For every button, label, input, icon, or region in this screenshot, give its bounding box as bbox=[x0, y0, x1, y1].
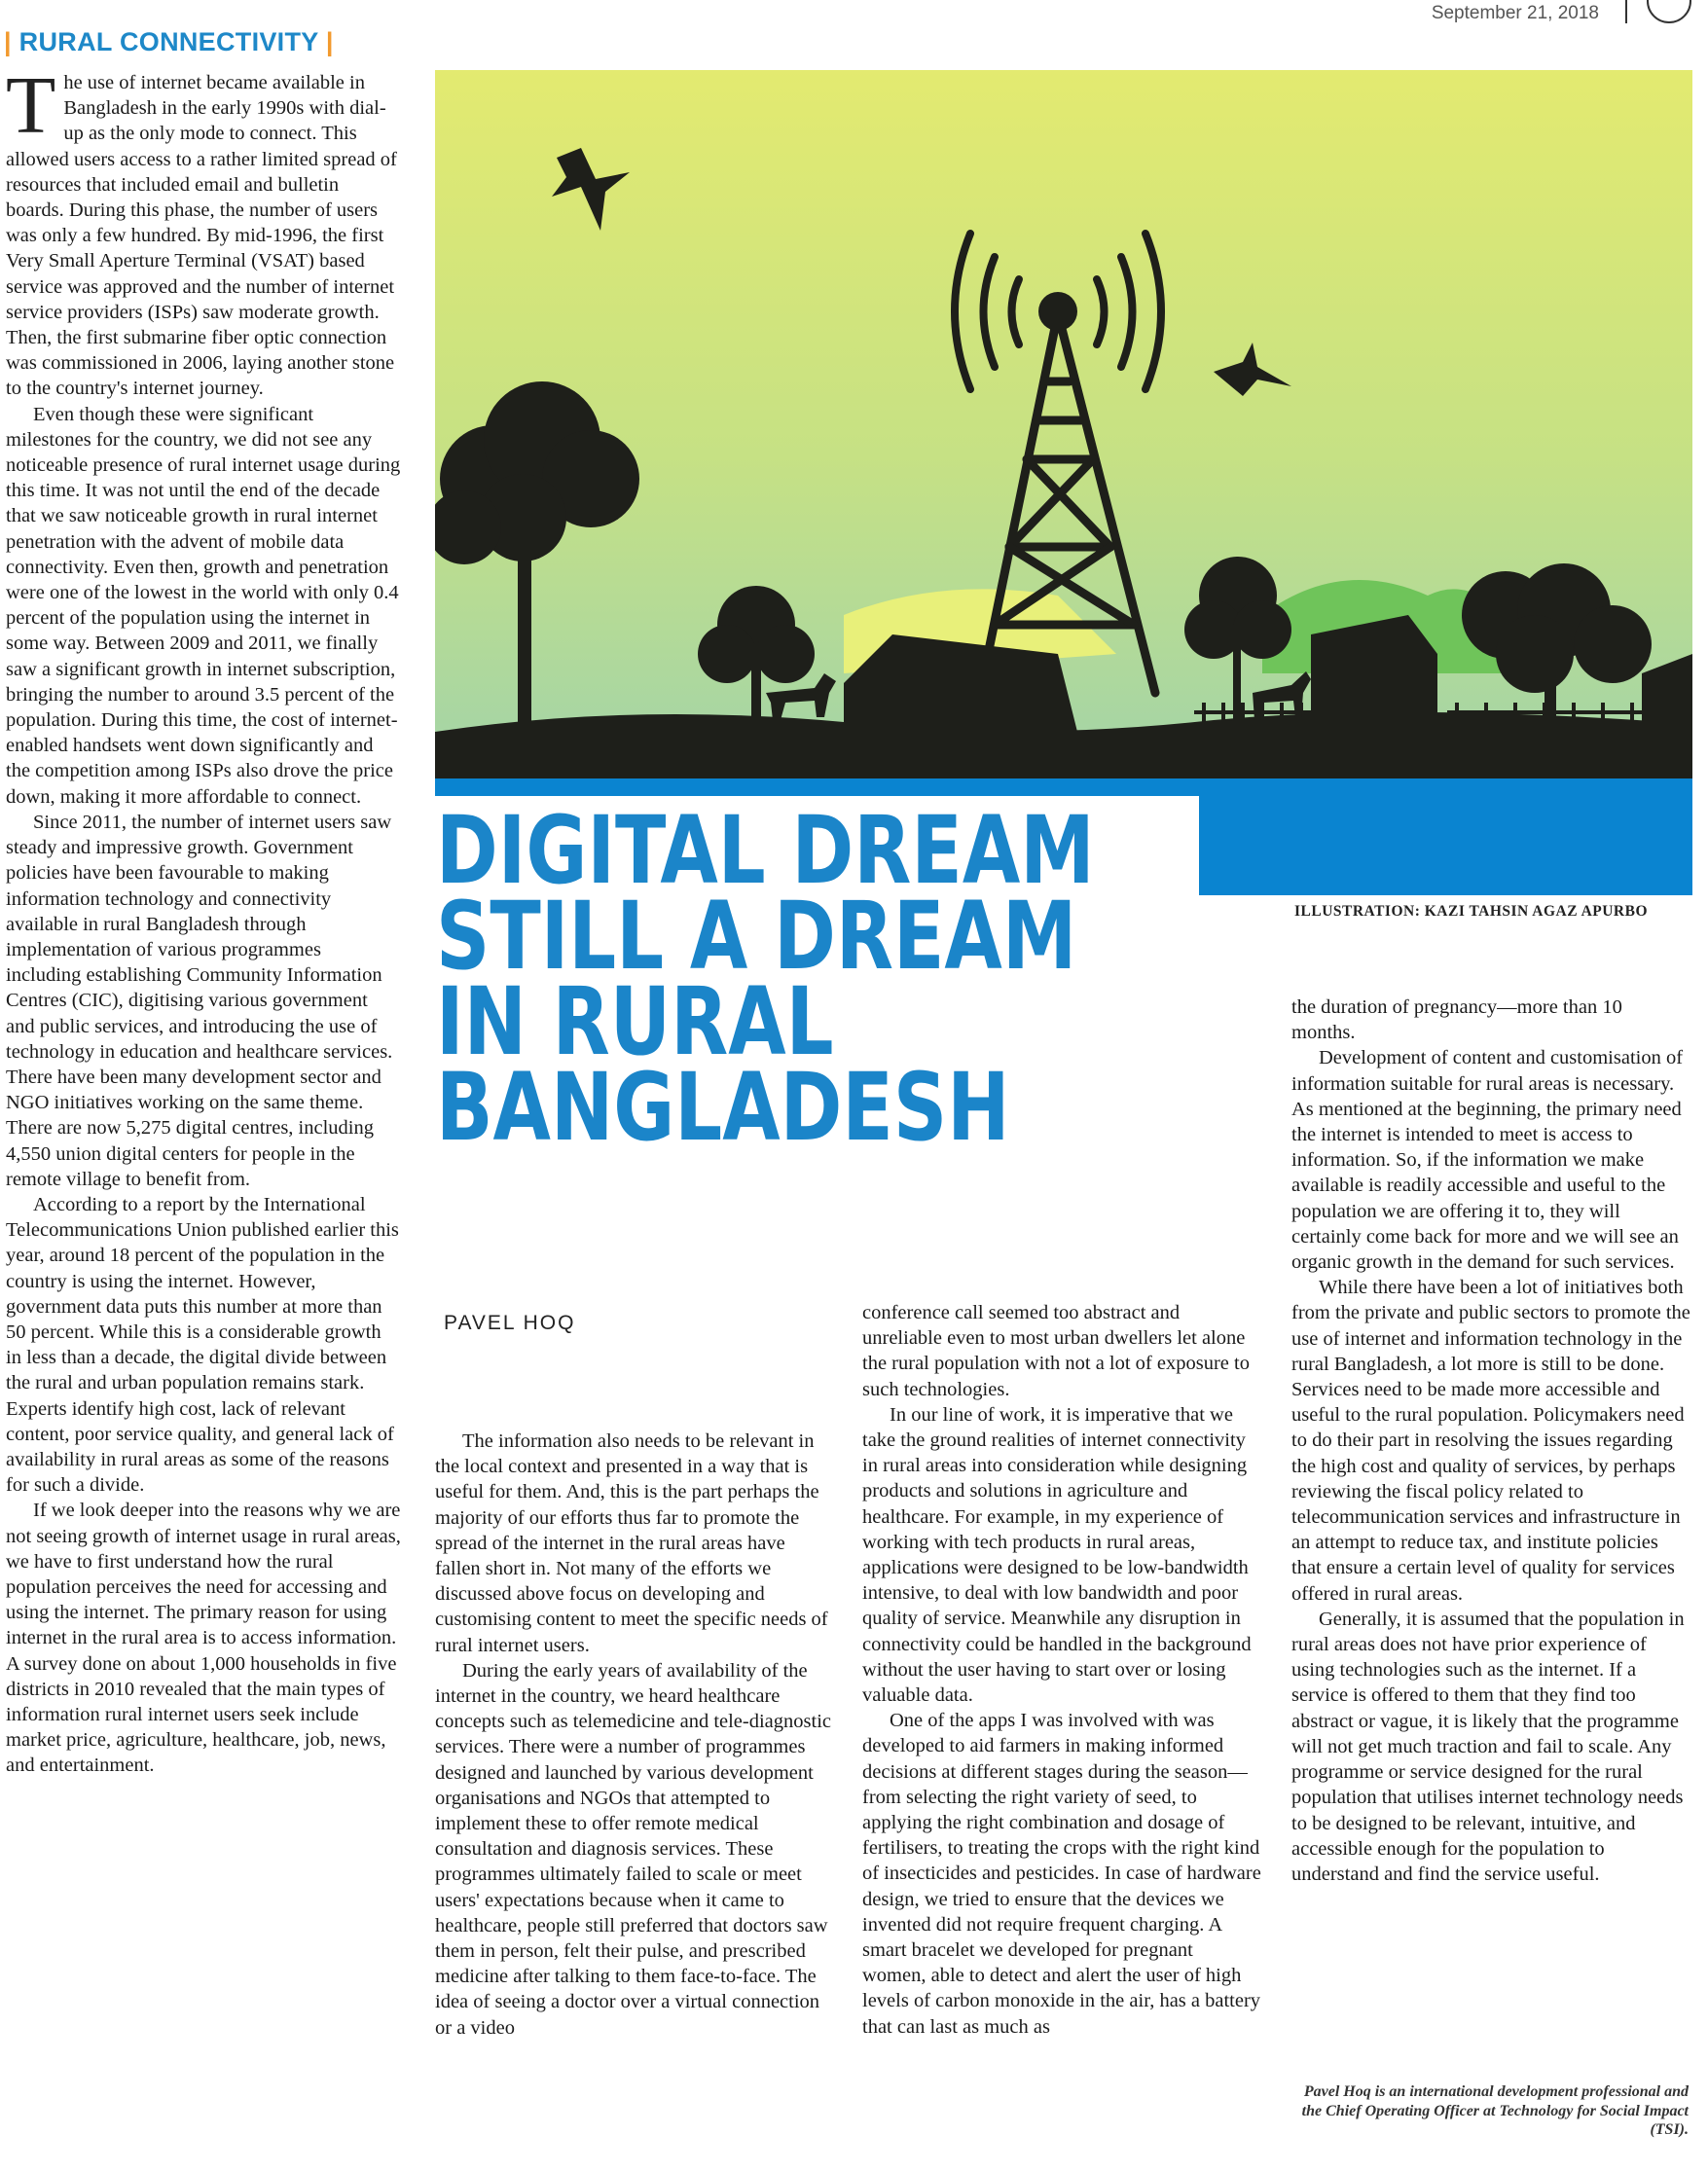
paragraph: According to a report by the International Telecommunications Union published earlier this year, around 18 percent of the population in the country is using the internet. However, government data puts this number at more than 50 percent. While this is a considerable growth in less than a decade, the digital divide between the rural and urban population remains stark. Experts identify high cost, lack of relevant content, poor service quality, and general lack of availability in rural areas as some of the reasons for such a divide. bbox=[6, 1193, 399, 1497]
illustration-rural-tower bbox=[435, 70, 1692, 905]
paragraph: Since 2011, the number of internet users saw steady and impressive growth. Government policies have been favourable to making information technology and connectivity available in rural Bangladesh through implementation of various programmes including establishing Community Information Centres (CIC), digitising various government and public services, and introducing the use of technology in education and healthcare services. There have been many development sector and NGO initiatives working on the same theme. There are now 5,275 digital centres, including 4,550 union digital centers for people in the remote village to benefit from. bbox=[6, 811, 393, 1190]
article-column-4 bbox=[1291, 995, 1690, 1887]
paragraph: Generally, it is assumed that the population in rural areas does not have prior experience of using technologies such as the internet. If a service is offered to them that they find too abstract or vague, it is likely that the programme will not get much traction and fail to scale. Any programme or service designed for the rural population that utilises internet technology needs to be designed to be relevant, intuitive, and accessible enough for the population to understand and find the service useful. bbox=[1291, 1608, 1685, 1885]
tower-antenna bbox=[1038, 292, 1077, 331]
paragraph: In our line of work, it is imperative that we take the ground realities of internet connectivity in rural areas into consideration while designing products and solutions in agriculture and healthcare. For example, in my experience of working with tech products in rural areas, applications were designed to be low-bandwidth intensive, to deal with low bandwidth and poor quality of service. Meanwhile any disruption in connectivity could be handled in the background without the user having to start over or losing valuable data. bbox=[862, 1403, 1252, 1707]
paragraph: The information also needs to be relevant in the local context and presented in a way that is useful for them. And, this is the part perhaps the majority of our efforts thus far to promote the spread of the internet in the rural areas have fallen short in. Not many of the efforts we discussed above focus on developing and customising content to meet the specific needs of rural internet users. bbox=[435, 1430, 828, 1656]
paragraph: conference call seemed too abstract and unreliable even to most urban dwellers let alone the rural population with not a lot of exposure to such technologies. bbox=[862, 1302, 1250, 1400]
section-tag-bar-left: | bbox=[4, 27, 12, 56]
page-number-circle bbox=[1647, 0, 1691, 23]
section-tag-bar-right: | bbox=[325, 27, 334, 56]
paragraph: The use of internet became available in Bangladesh in the early 1990s with dial-up as the only mode to connect. This allowed users access to a rather limited spread of resources that included email and bulletin boards. During this phase, the number of users was only a few hundred. By mid-1996, the first Very Small Aperture Terminal (VSAT) based service was approved and the number of internet service providers (ISPs) saw moderate growth. Then, the first submarine fiber optic connection was commissioned in 2006, laying another stone to the country's internet journey. bbox=[6, 60, 397, 400]
author-bio: Pavel Hoq is an international development professional and the Chief Operating Officer at Technology for Social Impact (TSI). bbox=[1301, 2083, 1689, 2138]
headline-line-4: BANGLADESH bbox=[436, 1053, 1010, 1162]
header-divider bbox=[1625, 0, 1627, 23]
publication-date: September 21, 2018 bbox=[1431, 3, 1599, 23]
headline-line-2: STILL A DREAM bbox=[436, 882, 1077, 991]
paragraph: the duration of pregnancy—more than 10 months. bbox=[1291, 996, 1622, 1044]
headline-line-3: IN RURAL bbox=[436, 967, 834, 1076]
drop-cap: T bbox=[6, 60, 56, 151]
article-column-2 bbox=[435, 1429, 832, 2041]
paragraph: During the early years of availability of the internet in the country, we heard healthcare concepts such as telemedicine and tele-diagnostic services. There were a number of programmes designed and launched by various development organisations and NGOs that attempted to implement these to offer remote medical consultation and diagnosis services. These programmes ultimately failed to scale or meet users' expectations because when it came to healthcare, people still preferred that doctors saw them in person, felt their pulse, and prescribed medicine after talking to them face-to-face. The idea of seeing a doctor over a virtual connection or a video bbox=[435, 1659, 831, 2039]
illustration-credit: ILLUSTRATION: KAZI TAHSIN AGAZ APURBO bbox=[1294, 903, 1649, 920]
paragraph: Even though these were significant milestones for the country, we did not see any noticeable presence of rural internet usage during this time. It was not until the end of the decade that we saw noticeable growth in rural internet penetration with the advent of mobile data connectivity. Even then, growth and penetration were one of the lowest in the world with only 0.4 percent of the population using the internet in some way. Between 2009 and 2011, we finally saw a significant growth in internet subscription, bringing the number to around 3.5 percent of the population. During this time, the cost of internet-enabled handsets went down significantly and the competition among ISPs also drove the price down, making it more affordable to connect. bbox=[6, 403, 401, 808]
paragraph: Development of content and customisation of information suitable for rural areas is necessary. As mentioned at the beginning, the primary need the internet is intended to meet is access to information. So, if the information we make available is readily accessible and useful to the population we are offering it to, they will certainly come back for more and we will see an organic growth in the demand for such services. bbox=[1291, 1047, 1684, 1274]
article-column-1 bbox=[6, 60, 401, 1779]
paragraph: While there have been a lot of initiatives both from the private and public sectors to promote the use of internet and information technology in the rural Bangladesh, a lot more is still to be done. Services need to be made more accessible and useful to the rural population. Policymakers need to do their part in resolving the issues regarding the high cost and quality of services, by perhaps reviewing the fiscal policy related to telecommunication services and infrastructure in an attempt to reduce tax, and institute policies that ensure a certain level of quality for services offered in rural areas. bbox=[1291, 1277, 1690, 1605]
headline-line-1: DIGITAL DREAM bbox=[436, 796, 1095, 905]
paragraph: If we look deeper into the reasons why we are not seeing growth of internet usage in rural areas, we have to first understand how the rural population perceives the need for accessing and using the internet. The primary reason for using internet in the rural area is to access information. A survey done on about 1,000 households in five districts in 2010 revealed that the main types of information rural internet users seek include market price, agriculture, healthcare, job, news, and entertainment. bbox=[6, 1500, 401, 1777]
paragraph: One of the apps I was involved with was developed to aid farmers in making informed decisions at different stages during the season—from selecting the right variety of seed, to applying the right combination and dosage of fertilisers, to treating the crops with the right kind of insecticides and pesticides. In case of hardware design, we tried to ensure that the devices we invented did not require frequent charging. A smart bracelet we developed for pregnant women, able to detect and alert the user of high levels of carbon monoxide in the air, has a battery that can last as much as bbox=[862, 1710, 1261, 2038]
section-tag bbox=[4, 27, 334, 57]
byline: PAVEL HOQ bbox=[444, 1312, 576, 1334]
article-column-3 bbox=[862, 1300, 1261, 2040]
section-tag-label: RURAL CONNECTIVITY bbox=[18, 27, 319, 56]
headline bbox=[436, 796, 1095, 1162]
